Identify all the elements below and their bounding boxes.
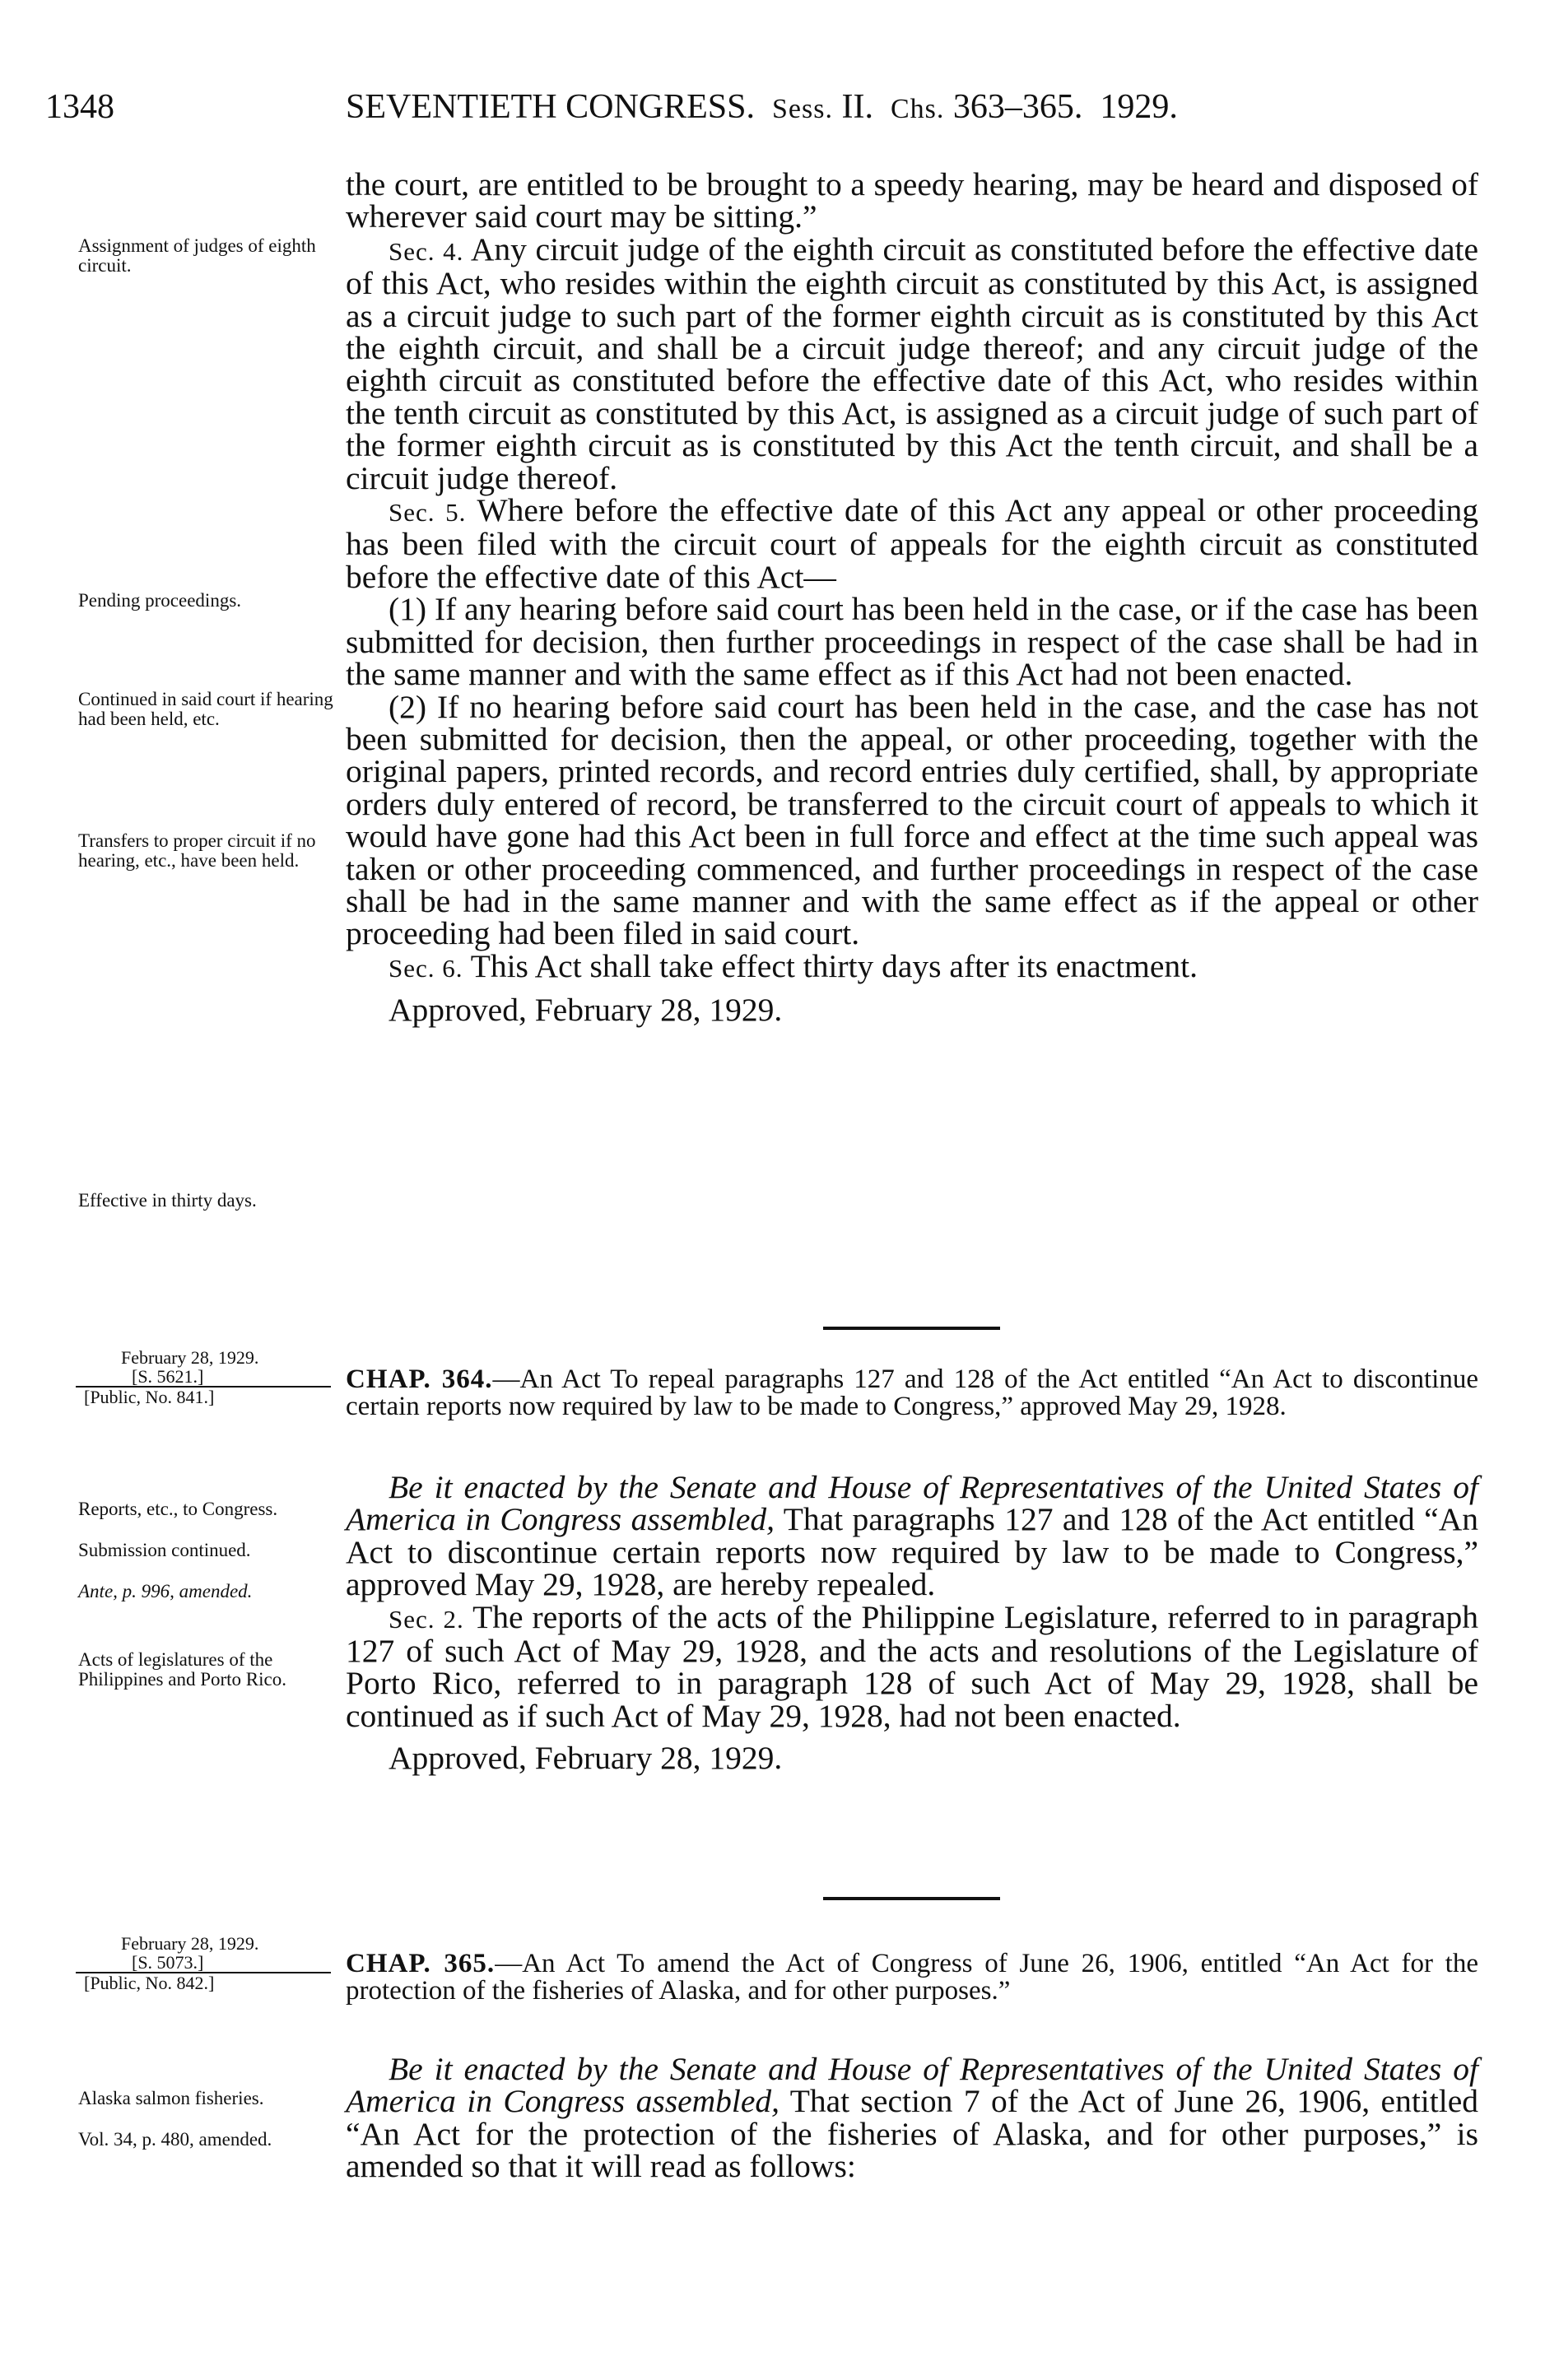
margin-note-pending: Pending proceedings. (78, 590, 242, 611)
chap364-sec2-paragraph (346, 1598, 1478, 1734)
chap364-public-law: [Public, No. 841.] (76, 1386, 331, 1406)
chap365-enacting-paragraph (346, 2053, 1478, 2183)
chap364-sec1-text: That paragraphs 127 and 128 of the Act entitled “An Act to discontinue certain reports now required by law to be made to Congress,” approved May 29, 1928, are hereby repealed. (346, 1501, 1478, 1603)
margin-note-continued: Continued in said court if hearing had been held, etc. (78, 689, 333, 729)
margin-note-submission: Submission continued. (78, 1540, 251, 1560)
chap364-date: February 28, 1929. (121, 1347, 259, 1368)
chap364-label: CHAP. 364. (346, 1364, 493, 1394)
chap364-sec2-text: The reports of the acts of the Philippine Legislature, referred to in paragraph 127 of such Act of May 29, 1928, and the acts and resolutions of the Legislature of Porto Rico, referred to in paragraph 128 of such Act of May 29, 1928, shall be continued as if such Act of May 29, 1928, had not been enacted. (346, 1598, 1478, 1734)
margin-note-vol34: Vol. 34, p. 480, amended. (78, 2129, 272, 2150)
sec4-label: Sec. 4. (389, 236, 464, 266)
chap365-title: —An Act To amend the Act of Congress of June 26, 1906, entitled “An Act for the protection of the fisheries of Alaska, and for other purposes.” (346, 1949, 1478, 2006)
chap364-heading (346, 1366, 1478, 1420)
header-year: 1929. (1100, 88, 1178, 126)
chap364-bill: [S. 5621.] (132, 1366, 204, 1387)
chap364-sec2-label: Sec. 2. (389, 1604, 464, 1634)
header-title (346, 82, 1178, 134)
chap364-enacting-clause: Be it enacted by the Senate and House of Representatives of the United States of America in Congress assembled, (346, 1469, 1478, 1538)
chap365-public-law: [Public, No. 842.] (76, 1972, 331, 1992)
section-divider-1 (823, 1327, 1000, 1330)
page-number: 1348 (45, 88, 114, 126)
approved-chap363: Approved, February 28, 1929. (389, 992, 783, 1029)
margin-note-alaska: Alaska salmon fisheries. (78, 2088, 264, 2108)
chap365-text: That section 7 of the Act of June 26, 1906, entitled “An Act for the protection of the fisheries of Alaska, and for other purposes,” is amended so that it will read as follows: (346, 2083, 1478, 2185)
chapters-range: 363–365. (952, 88, 1083, 126)
chap365-sidebar (76, 1934, 339, 1992)
margin-note-acts-legislatures: Acts of legislatures of the Philippines and Porto Rico. (78, 1649, 286, 1690)
sec5-clause-1: (1) If any hearing before said court has been held in the case, or if the case has been submitted for decision, then further proceedings in respect of the case shall be had in the same manner and with the same effect as if this Act had not been enacted. (346, 591, 1478, 693)
sec4-text: Any circuit judge of the eighth circuit as constituted before the effective date of this Act, who resides within the eighth circuit as constituted by this Act, is assigned as a circuit judge to such part of the former eighth circuit as is constituted by this Act the eighth circuit, and shall be a circuit judge thereof; and any circuit judge of the eighth circuit as constituted before the effective date of this Act, who resides within the tenth circuit as constituted by this Act, is assigned as a circuit judge of such part of the former eighth circuit as is constituted by this Act the tenth circuit, and shall be a circuit judge thereof. (346, 230, 1478, 496)
margin-note-ante: Ante, p. 996, amended. (78, 1581, 253, 1601)
chap365-date: February 28, 1929. (121, 1933, 259, 1954)
margin-note-assignment: Assignment of judges of eighth circuit. (78, 235, 316, 276)
session-label: Sess. (772, 94, 833, 124)
congress-title: SEVENTIETH CONGRESS. (346, 88, 756, 126)
sec5-paragraph (346, 492, 1479, 595)
running-header (45, 82, 1510, 132)
chap364-title: —An Act To repeal paragraphs 127 and 128 of the Act entitled “An Act to discontinue certain reports now required by law to be made to Congress,” approved May 29, 1928. (346, 1364, 1478, 1421)
chap364-enacting-paragraph (346, 1471, 1478, 1601)
chap365-body (346, 2053, 1478, 2183)
chap365-label: CHAP. 365. (346, 1949, 496, 1978)
approved-chap364: Approved, February 28, 1929. (389, 1740, 783, 1777)
sec3-end: the court, are entitled to be brought to a speedy hearing, may be heard and disposed of wherever said court may be sitting.” (346, 166, 1478, 235)
margin-note-effective: Effective in thirty days. (78, 1190, 257, 1211)
sec6-text: This Act shall take effect thirty days after its enactment. (470, 947, 1198, 984)
sec4-paragraph (346, 230, 1478, 496)
chap364-body (346, 1471, 1478, 1775)
section-divider-2 (823, 1897, 1000, 1900)
margin-note-transfers: Transfers to proper circuit if no hearing, etc., have been held. (78, 830, 316, 871)
session-number: II. (841, 88, 873, 126)
sec5-clause-2: (2) If no hearing before said court has been held in the case, and the case has not been submitted for decision, then the appeal, or other proceeding, together with the original papers, printed records, and record entries duly certified, shall, by appropriate orders duly entered of record, be transferred to the circuit court of appeals to which it would have gone had this Act been in full force and effect at the time such appeal was taken or other proceeding commenced, and further proceedings in respect of the case shall be had in the same manner and with the same effect as if the appeal or other proceeding had been filed in said court. (346, 688, 1478, 952)
chap365-enacting-clause: Be it enacted by the Senate and House of Representatives of the United States of America in Congress assembled, (346, 2051, 1478, 2120)
margin-note-reports: Reports, etc., to Congress. (78, 1499, 278, 1519)
chapters-label: Chs. (890, 94, 945, 124)
sec5-label: Sec. 5. (389, 498, 467, 528)
chap365-heading (346, 1950, 1478, 2005)
chap363-body (346, 166, 1479, 1029)
sec6-label: Sec. 6. (389, 953, 463, 983)
sec6-paragraph (346, 947, 1478, 984)
sec5-text: Where before the effective date of this Act any appeal or other proceeding has been filed with the circuit court of appeals for the eighth circuit as constituted before the effective date of this Act— (346, 492, 1479, 595)
chap365-bill: [S. 5073.] (132, 1952, 204, 1973)
chap364-sidebar (76, 1348, 339, 1406)
